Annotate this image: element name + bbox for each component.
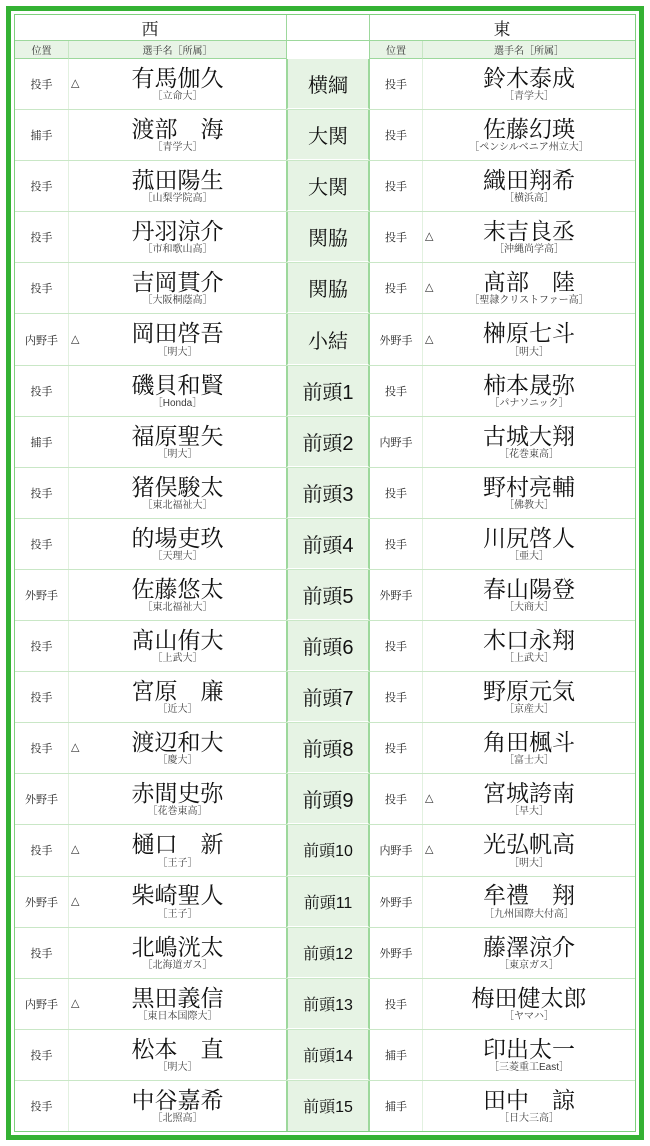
player-west [69, 366, 287, 416]
player-name-east: 末吉良丞 [483, 218, 575, 245]
player-west [69, 928, 287, 978]
player-name-east: 木口永翔 [483, 627, 575, 653]
player-affiliation-east: ［聖隷クリストファー高］ [469, 295, 589, 307]
rank-label: 関脇 [287, 263, 369, 313]
position-east: 投手 [369, 672, 423, 722]
position-east: 投手 [369, 366, 423, 416]
player-affiliation-west: ［北海道ガス］ [142, 959, 213, 971]
player-affiliation-west: ［Honda］ [152, 397, 203, 409]
player-name-east: 古城大翔 [483, 422, 575, 449]
player-west [69, 263, 287, 313]
player-east [423, 1030, 635, 1080]
player-affiliation-west: ［明大］ [157, 1061, 198, 1073]
player-east [423, 877, 635, 927]
player-affiliation-east: ［花巻東高］ [499, 448, 559, 460]
player-east [423, 212, 635, 262]
position-west: 内野手 [15, 314, 69, 364]
triangle-marker-icon: △ [425, 792, 434, 805]
rank-label: 横綱 [287, 59, 369, 109]
position-east: 内野手 [369, 825, 423, 875]
table-row [15, 672, 635, 723]
player-name-west: 的場吏玖 [131, 524, 224, 551]
position-west: 投手 [15, 621, 69, 671]
table-row [15, 825, 635, 876]
position-west: 投手 [15, 59, 69, 109]
table-row [15, 59, 635, 110]
table-row [15, 1081, 635, 1131]
player-affiliation-west: ［東北福祉大］ [142, 499, 213, 511]
player-name-west: 磯貝和賢 [131, 371, 224, 398]
player-affiliation-west: ［東北福祉大］ [142, 602, 213, 614]
player-name-east: 印出太一 [483, 1035, 575, 1062]
player-east [423, 774, 635, 824]
player-name-east: 髙部 陸 [483, 269, 575, 296]
player-name-east: 柿本晟弥 [483, 371, 575, 398]
position-east: 投手 [369, 59, 423, 109]
triangle-marker-icon: △ [425, 333, 434, 346]
player-affiliation-west: ［大阪桐蔭高］ [142, 295, 213, 307]
triangle-marker-icon: △ [71, 741, 80, 754]
rank-label: 前頭1 [287, 366, 369, 416]
player-east [423, 672, 635, 722]
player-name-west: 北嶋洸太 [131, 933, 224, 960]
player-affiliation-west: ［北照高］ [152, 1112, 203, 1124]
position-east: 内野手 [369, 417, 423, 467]
player-west [69, 519, 287, 569]
player-affiliation-east: ［佛教大］ [504, 499, 554, 511]
player-affiliation-west: ［青学大］ [152, 142, 203, 154]
position-east: 投手 [369, 723, 423, 773]
table-row [15, 110, 635, 161]
player-name-west: 樋口 新 [131, 831, 224, 858]
player-affiliation-east: ［明大］ [509, 346, 549, 358]
player-affiliation-east: ［明大］ [509, 857, 549, 869]
green-border [6, 6, 644, 1140]
player-west [69, 979, 287, 1029]
player-east [423, 723, 635, 773]
player-affiliation-east: ［青学大］ [504, 91, 554, 103]
player-affiliation-east: ［パナソニック］ [489, 397, 569, 409]
player-affiliation-east: ［京産大］ [504, 704, 554, 716]
player-west [69, 723, 287, 773]
player-west [69, 314, 287, 364]
player-name-east: 春山陽登 [483, 575, 575, 602]
triangle-marker-icon: △ [425, 843, 434, 856]
ranking-rows [15, 59, 635, 1131]
header-east: 東 [369, 15, 635, 41]
subheader-name-west: 選手名［所属］ [69, 41, 287, 59]
player-east [423, 979, 635, 1029]
player-name-east: 野村亮輔 [483, 473, 575, 500]
position-east: 外野手 [369, 877, 423, 927]
player-name-west: 黒田義信 [131, 984, 224, 1011]
position-west: 投手 [15, 672, 69, 722]
header-west: 西 [15, 15, 287, 41]
player-west [69, 672, 287, 722]
table-row [15, 161, 635, 212]
player-affiliation-west: ［市和歌山高］ [142, 244, 213, 256]
position-east: 投手 [369, 621, 423, 671]
player-east [423, 161, 635, 211]
position-east: 捕手 [369, 1030, 423, 1080]
player-east [423, 1081, 635, 1131]
rank-label: 前頭3 [287, 468, 369, 518]
rank-label: 前頭6 [287, 621, 369, 671]
position-west: 投手 [15, 212, 69, 262]
table-row [15, 263, 635, 314]
player-east [423, 59, 635, 109]
player-name-east: 藤澤涼介 [483, 933, 575, 960]
player-affiliation-east: ［横浜高］ [504, 193, 554, 205]
player-name-west: 松本 直 [131, 1035, 224, 1062]
player-name-west: 中谷嘉希 [131, 1086, 224, 1113]
position-west: 投手 [15, 723, 69, 773]
player-affiliation-east: ［ヤマハ］ [504, 1010, 554, 1022]
table-row [15, 723, 635, 774]
position-east: 投手 [369, 212, 423, 262]
player-west [69, 59, 287, 109]
player-affiliation-east: ［富士大］ [504, 755, 554, 767]
player-name-east: 榊原七斗 [483, 320, 575, 347]
player-affiliation-west: ［王子］ [157, 908, 198, 920]
table-subheader [15, 41, 635, 59]
player-name-west: 岡田啓吾 [131, 320, 224, 347]
rank-label: 関脇 [287, 212, 369, 262]
player-east [423, 366, 635, 416]
position-east: 投手 [369, 979, 423, 1029]
player-name-west: 佐藤悠太 [131, 575, 224, 602]
player-affiliation-west: ［天理大］ [152, 550, 203, 562]
position-west: 投手 [15, 468, 69, 518]
player-name-west: 赤間史弥 [131, 780, 224, 807]
position-west: 投手 [15, 263, 69, 313]
position-west: 捕手 [15, 417, 69, 467]
table-row [15, 519, 635, 570]
player-west [69, 110, 287, 160]
player-affiliation-west: ［山梨学院高］ [142, 193, 213, 205]
table-row [15, 1030, 635, 1081]
player-affiliation-west: ［近大］ [157, 704, 198, 716]
player-affiliation-east: ［日大三高］ [499, 1112, 559, 1124]
player-name-west: 丹羽涼介 [131, 218, 224, 245]
rank-label: 小結 [287, 314, 369, 364]
position-west: 捕手 [15, 110, 69, 160]
table-row [15, 570, 635, 621]
rank-label: 大関 [287, 161, 369, 211]
player-affiliation-east: ［亜大］ [509, 550, 549, 562]
player-name-east: 宮城誇南 [483, 780, 575, 807]
position-east: 投手 [369, 468, 423, 518]
position-east: 捕手 [369, 1081, 423, 1131]
player-affiliation-east: ［早大］ [509, 806, 549, 818]
rank-label: 前頭8 [287, 723, 369, 773]
player-name-west: 有馬伽久 [131, 64, 224, 91]
player-east [423, 468, 635, 518]
player-affiliation-west: ［立命大］ [152, 91, 203, 103]
player-name-west: 宮原 廉 [131, 678, 224, 705]
position-east: 外野手 [369, 314, 423, 364]
player-west [69, 774, 287, 824]
player-name-west: 猪俣駿太 [131, 473, 224, 500]
position-west: 投手 [15, 825, 69, 875]
rank-label: 前頭15 [287, 1081, 369, 1131]
position-east: 投手 [369, 110, 423, 160]
triangle-marker-icon: △ [425, 230, 434, 243]
player-west [69, 212, 287, 262]
player-affiliation-east: ［九州国際大付高］ [484, 908, 574, 920]
rank-label: 大関 [287, 110, 369, 160]
player-west [69, 1081, 287, 1131]
player-affiliation-west: ［東日本国際大］ [137, 1010, 218, 1022]
position-east: 投手 [369, 774, 423, 824]
rank-label: 前頭13 [287, 979, 369, 1029]
player-name-west: 吉岡貫介 [131, 269, 224, 296]
player-east [423, 519, 635, 569]
position-east: 外野手 [369, 928, 423, 978]
player-affiliation-east: ［ペンシルベニア州立大］ [469, 142, 589, 154]
position-west: 投手 [15, 1081, 69, 1131]
player-name-east: 織田翔希 [483, 167, 575, 194]
player-west [69, 825, 287, 875]
rank-label: 前頭14 [287, 1030, 369, 1080]
table-row [15, 417, 635, 468]
position-west: 投手 [15, 161, 69, 211]
player-affiliation-west: ［花巻東高］ [147, 806, 208, 818]
player-name-east: 牟禮 翔 [483, 882, 575, 909]
player-affiliation-east: ［沖縄尚学高］ [494, 244, 564, 256]
subheader-name-east: 選手名［所属］ [423, 41, 635, 59]
player-name-east: 田中 諒 [483, 1086, 575, 1113]
position-west: 外野手 [15, 570, 69, 620]
player-name-east: 光弘帆高 [483, 831, 575, 858]
position-east: 外野手 [369, 570, 423, 620]
rank-label: 前頭11 [287, 877, 369, 927]
triangle-marker-icon: △ [71, 843, 80, 856]
player-affiliation-west: ［上武大］ [152, 653, 203, 665]
rank-label: 前頭12 [287, 928, 369, 978]
banzuke-table [14, 14, 636, 1132]
player-affiliation-east: ［三菱重工East］ [488, 1061, 569, 1073]
player-east [423, 110, 635, 160]
player-affiliation-west: ［慶大］ [157, 755, 198, 767]
table-row [15, 979, 635, 1030]
player-east [423, 263, 635, 313]
position-west: 外野手 [15, 774, 69, 824]
player-name-east: 鈴木泰成 [483, 64, 575, 91]
player-west [69, 1030, 287, 1080]
rank-label: 前頭7 [287, 672, 369, 722]
player-affiliation-east: ［上武大］ [504, 653, 554, 665]
triangle-marker-icon: △ [71, 77, 80, 90]
position-west: 外野手 [15, 877, 69, 927]
rank-label: 前頭9 [287, 774, 369, 824]
player-name-west: 渡部 海 [131, 116, 224, 143]
position-west: 投手 [15, 1030, 69, 1080]
subheader-rank-spacer [287, 41, 369, 59]
rank-label: 前頭10 [287, 825, 369, 875]
position-west: 投手 [15, 928, 69, 978]
table-row [15, 621, 635, 672]
player-name-east: 野原元気 [483, 678, 575, 705]
player-east [423, 928, 635, 978]
player-west [69, 468, 287, 518]
table-row [15, 774, 635, 825]
player-affiliation-east: ［大商大］ [504, 602, 554, 614]
triangle-marker-icon: △ [71, 997, 80, 1010]
position-east: 投手 [369, 519, 423, 569]
player-west [69, 877, 287, 927]
position-east: 投手 [369, 263, 423, 313]
player-west [69, 161, 287, 211]
position-west: 内野手 [15, 979, 69, 1029]
table-row [15, 314, 635, 365]
table-row [15, 212, 635, 263]
player-east [423, 621, 635, 671]
triangle-marker-icon: △ [425, 281, 434, 294]
position-west: 投手 [15, 366, 69, 416]
player-west [69, 570, 287, 620]
player-affiliation-east: ［東京ガス］ [499, 959, 559, 971]
player-affiliation-west: ［明大］ [157, 448, 198, 460]
player-west [69, 621, 287, 671]
player-name-west: 髙山侑大 [131, 627, 224, 653]
subheader-position-east: 位置 [369, 41, 423, 59]
triangle-marker-icon: △ [71, 333, 80, 346]
subheader-position-west: 位置 [15, 41, 69, 59]
table-header [15, 15, 635, 41]
table-row [15, 366, 635, 417]
header-rank-spacer [287, 15, 369, 41]
table-row [15, 468, 635, 519]
player-name-east: 梅田健太郎 [471, 984, 587, 1011]
player-east [423, 570, 635, 620]
player-name-west: 渡辺和大 [131, 729, 224, 756]
player-name-east: 角田楓斗 [483, 729, 575, 756]
player-name-west: 福原聖矢 [131, 422, 224, 449]
player-affiliation-west: ［王子］ [157, 857, 198, 869]
player-east [423, 825, 635, 875]
rank-label: 前頭2 [287, 417, 369, 467]
player-name-west: 柴崎聖人 [131, 882, 224, 909]
position-east: 投手 [369, 161, 423, 211]
player-west [69, 417, 287, 467]
player-name-east: 佐藤幻瑛 [483, 116, 575, 143]
table-row [15, 928, 635, 979]
player-name-east: 川尻啓人 [483, 524, 575, 551]
table-row [15, 877, 635, 928]
player-east [423, 314, 635, 364]
player-affiliation-west: ［明大］ [157, 346, 198, 358]
rank-label: 前頭5 [287, 570, 369, 620]
player-name-west: 菰田陽生 [131, 167, 224, 194]
triangle-marker-icon: △ [71, 895, 80, 908]
position-west: 投手 [15, 519, 69, 569]
rank-label: 前頭4 [287, 519, 369, 569]
player-east [423, 417, 635, 467]
